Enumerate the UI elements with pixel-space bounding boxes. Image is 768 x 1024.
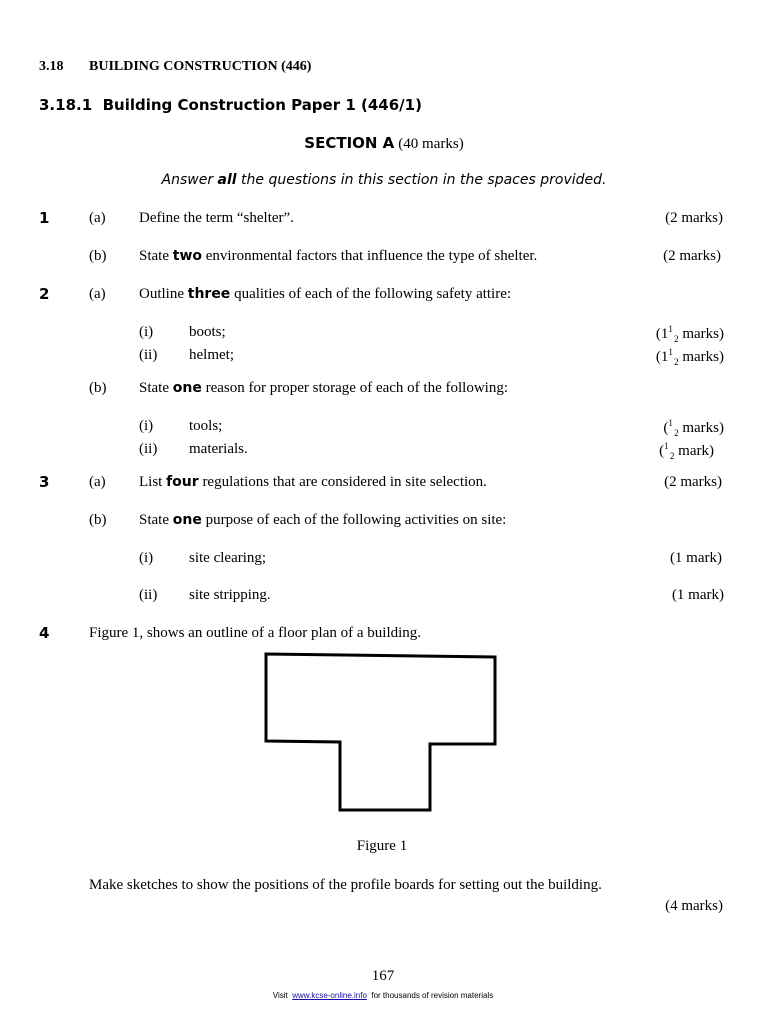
q2b-text-start: State [139,380,173,396]
q3bii-label: (ii) [139,587,158,603]
q2ai-text: boots; [189,324,226,340]
q2a-text-start: Outline [139,286,188,302]
section-a-title: SECTION A [304,134,395,152]
subsection-number: 3.18.1 [39,96,93,114]
q2aii-text: helmet; [189,347,234,363]
fraction-numerator: 1 [668,418,673,428]
q1b-text-start: State [139,248,173,264]
q2ai-marks: ($1^1$ $_2$ marks) [655,324,724,344]
q1b-label: (b) [89,248,107,264]
q2aii-label: (ii) [139,347,158,363]
subsection-heading [39,96,422,114]
q2bii-text: materials. [189,441,248,457]
q3b-emphasis: one [172,512,202,528]
q2bi-text: tools; [189,418,223,434]
section-number: 3.18 [39,59,64,74]
marks-word: marks) [682,420,724,436]
q3bi-label: (i) [139,550,154,566]
q1b-emphasis: two [172,248,202,264]
q3b-text-start: State [139,512,173,528]
q3a-emphasis: four [166,474,199,490]
fraction-denominator: 2 [674,334,679,344]
q2b-label: (b) [89,380,107,396]
instruction-emphasis: all [217,172,237,188]
question-3-number: 3 [39,473,50,491]
footer-link[interactable]: www.kcse-online.info [292,991,367,1000]
q2bii-marks: ($^1$ $_2$ mark) [659,441,714,461]
q2b-emphasis: one [172,380,202,396]
q3b-label: (b) [89,512,107,528]
fraction-whole: 1 [660,326,669,342]
q2a-text [139,286,511,303]
footer-note [0,991,766,1000]
fraction-denominator: 2 [669,451,675,461]
q3bii-marks: (1 mark) [671,587,724,603]
fraction-whole: 1 [660,349,669,365]
question-4-number: 4 [39,624,50,642]
section-a-heading [0,134,768,153]
question-2-number: 2 [39,285,50,303]
q1a-label: (a) [89,210,106,226]
fraction-denominator: 2 [674,357,679,367]
q2a-emphasis: three [187,286,231,302]
marks-word: marks) [682,326,724,342]
q3a-marks: (2 marks) [664,474,722,490]
q2b-text [139,380,508,397]
section-title: BUILDING CONSTRUCTION (446) [89,59,312,74]
q2bi-label: (i) [139,418,154,434]
q3a-text-end: regulations that are considered in site selection. [198,474,487,490]
page-number: 167 [371,968,395,984]
q2b-text-end: reason for proper storage of each of the following: [201,380,508,396]
question-1-number: 1 [39,209,50,227]
q2a-label: (a) [89,286,106,302]
q2ai-label: (i) [139,324,154,340]
fraction-numerator: 1 [664,441,669,451]
q3bi-marks: (1 mark) [669,550,722,566]
q1a-text: Define the term “shelter”. [139,210,294,226]
q3a-text [139,474,487,491]
marks-word: marks) [682,349,724,365]
q2bi-marks: ($^1$ $_2$ marks) [663,418,724,438]
q1b-marks: (2 marks) [663,248,721,264]
q3a-label: (a) [89,474,106,490]
q1b-text-end: environmental factors that influence the type of shelter. [202,248,538,264]
floor-plan-outline [266,654,495,810]
q3bii-text: site stripping. [189,587,271,603]
q3bi-text: site clearing; [189,550,267,566]
q3b-text-end: purpose of each of the following activities on site: [201,512,507,528]
instruction-text-end: the questions in this section in the spaces provided. [236,172,607,188]
fraction-numerator: 1 [668,324,673,334]
instruction-text: Answer [161,172,218,188]
footer-tail: for thousands of revision materials [371,991,494,1000]
figure-caption: Figure 1 [356,838,408,854]
q4-instruction: Make sketches to show the positions of the profile boards for setting out the building. [89,877,602,893]
q2a-text-end: qualities of each of the following safety attire: [230,286,512,302]
q1a-marks: (2 marks) [665,210,723,226]
floor-plan-figure [258,648,503,818]
section-instruction [0,172,768,188]
q2bii-label: (ii) [139,441,158,457]
mark-word: mark) [678,443,714,459]
q4-marks: (4 marks) [665,898,723,914]
q3b-text [139,512,506,529]
subsection-title: Building Construction Paper 1 (446/1) [102,96,422,114]
q1b-text [139,248,537,265]
fraction-denominator: 2 [674,428,679,438]
section-a-marks: (40 marks) [398,136,464,152]
q4-text: Figure 1, shows an outline of a floor plan of a building. [89,625,422,641]
q2aii-marks: ($1^1$ $_2$ marks) [655,347,724,367]
fraction-numerator: 1 [668,347,673,357]
q3a-text-start: List [139,474,167,490]
footer-visit: Visit [272,991,288,1000]
